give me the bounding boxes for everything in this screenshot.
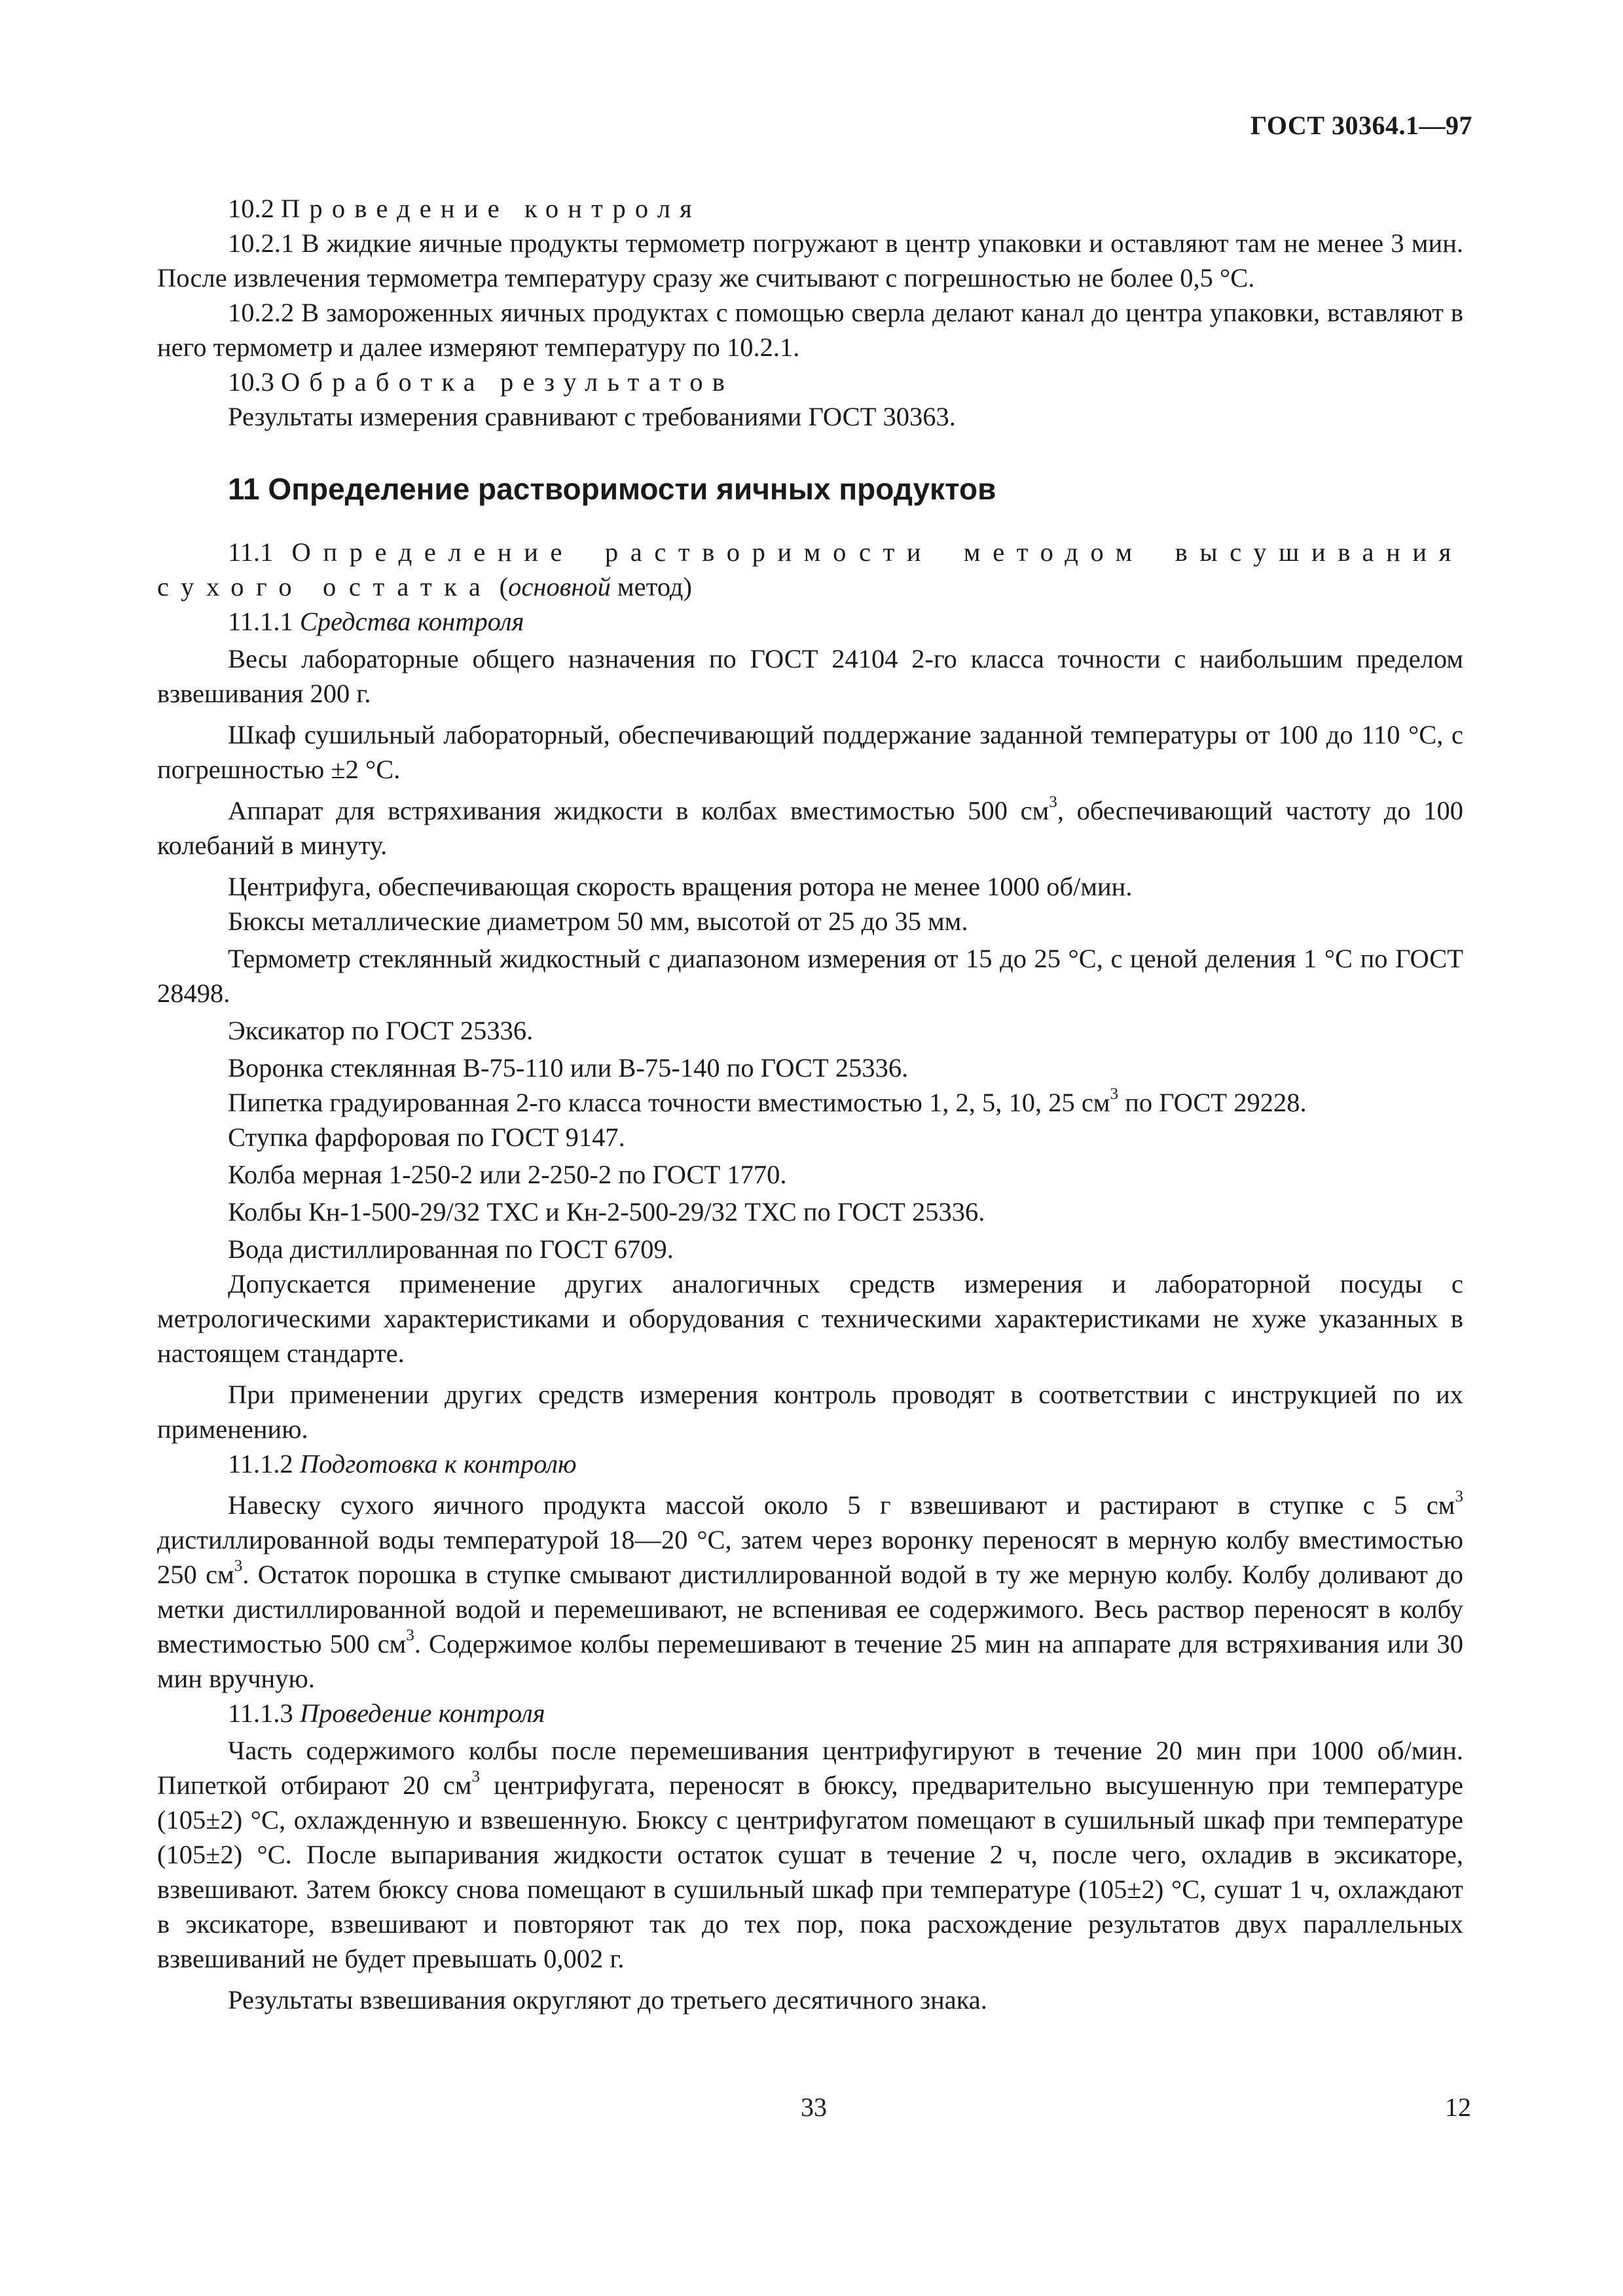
heading-11-1-1 (157, 604, 1463, 639)
heading-11-1-1-number: 11.1.1 (228, 607, 300, 636)
preparation-text-a: Навеску сухого яичного продукта массой около 5 г взвешивают и растирают в ступке с 5 см (228, 1490, 1455, 1520)
page-number: 33 (801, 2092, 827, 2122)
heading-11-1-3-number: 11.1.3 (228, 1698, 300, 1728)
control-text-b: центрифугата, переносят в бюксу, предварительно высушенную при температуре (105±2) °С, охлажденную и взвешенную. Бюксу с центрифугатом помещают в сушильный шкаф при температуре (105±2) °С. После выпаривания жидкости остаток сушат в течение 2 ч, после чего, охладив в эксикаторе, взвешивают. Затем бюксу снова помещают в сушильный шкаф при температуре (105±2) °С, сушат 1 ч, охлаждают в эксикаторе, взвешивают и повторяют так до тех пор, пока расхождение результатов двух параллельных взвешиваний не будет превышать 0,002 г. (157, 1770, 1464, 1973)
equipment-weighing-bottles: Бюксы металлические диаметром 50 мм, высотой от 25 до 35 мм. (228, 906, 968, 936)
preparation-superscript-3: 3 (406, 1626, 414, 1645)
equipment-pipette-superscript: 3 (1110, 1085, 1119, 1103)
equipment-pipette-text-b: по ГОСТ 29228. (1118, 1088, 1307, 1117)
heading-11-1-2-number: 11.1.2 (228, 1449, 300, 1479)
equipment-mortar: Ступка фарфоровая по ГОСТ 9147. (228, 1122, 625, 1152)
paragraph-rounding: Результаты взвешивания округляют до третьего десятичного знака. (228, 1985, 987, 2015)
heading-11-1-title: Определение растворимости методом высушивания сухого остатка (157, 537, 1463, 601)
paragraph-control-procedure (157, 1733, 1463, 1976)
equipment-centrifuge: Центрифуга, обеспечивающая скорость вращения ротора не менее 1000 об/мин. (228, 872, 1133, 901)
preparation-superscript-1: 3 (1455, 1488, 1463, 1506)
equipment-scales: Весы лабораторные общего назначения по ГОСТ 24104 2-го класса точности с наибольшим пределом взвешивания 200 г. (157, 644, 1463, 708)
equipment-funnel: Воронка стеклянная В-75-110 или В-75-140 по ГОСТ 25336. (228, 1053, 909, 1083)
heading-10-2-number: 10.2 (228, 194, 281, 223)
equipment-pipette (157, 1085, 1463, 1120)
equipment-volumetric-flask: Колба мерная 1-250-2 или 2-250-2 по ГОСТ 1770. (228, 1160, 787, 1189)
sheet-number: 12 (1445, 2092, 1471, 2122)
preparation-superscript-2: 3 (234, 1557, 243, 1575)
heading-11-1-note-close: метод) (610, 572, 692, 601)
heading-11-1-1-title: Средства контроля (299, 607, 524, 636)
equipment-shaker-text-a: Аппарат для встряхивания жидкости в колбах вместимостью 500 см (228, 796, 1049, 825)
heading-11-1-2 (157, 1446, 1463, 1481)
heading-10-3-number: 10.3 (228, 367, 281, 397)
heading-11-1-3 (157, 1696, 1463, 1731)
preparation-text-b: дистиллированной воды температурой 18—20 °С, затем через воронку переносят в мерную колбу вместимостью 250 см (157, 1525, 1463, 1589)
document-body (157, 191, 1463, 2017)
paragraph-instructions: При применении других средств измерения контроль проводят в соответствии с инструкцией по их применению. (157, 1380, 1463, 1444)
heading-11-1-2-title: Подготовка к контролю (299, 1449, 577, 1479)
paragraph-10-2-2: 10.2.2 В замороженных яичных продуктах с помощью сверла делают канал до центра упаковки, вставляют в него термометр и далее измеряют температуру по 10.2.1. (157, 298, 1463, 362)
equipment-distilled-water: Вода дистиллированная по ГОСТ 6709. (228, 1234, 674, 1264)
control-superscript: 3 (471, 1768, 481, 1786)
document-code: ГОСТ 30364.1—97 (1250, 111, 1472, 140)
heading-11-1-number: 11.1 (228, 537, 292, 567)
preparation-text-d: . Содержимое колбы перемешивают в течение 25 мин на аппарате для встряхивания или 30 мин вручную. (157, 1629, 1463, 1693)
control-text-a: Часть содержимого колбы после перемешивания центрифугируют в течение 20 мин при 1000 об/мин. Пипеткой отбирают 20 см (157, 1736, 1463, 1800)
equipment-thermometer: Термометр стеклянный жидкостный с диапазоном измерения от 15 до 25 °С, с ценой деления 1 °С по ГОСТ 28498. (157, 944, 1463, 1008)
equipment-drying-cabinet: Шкаф сушильный лабораторный, обеспечивающий поддержание заданной температуры от 100 до 110 °С, с погрешностью ±2 °С. (157, 720, 1463, 784)
equipment-shaker (157, 793, 1463, 863)
heading-11-1-note-emphasis: основной (508, 572, 611, 601)
heading-10-3-title: Обработка результатов (281, 367, 735, 397)
equipment-shaker-superscript: 3 (1049, 793, 1057, 812)
paragraph-preparation (157, 1488, 1463, 1696)
paragraph-allowance: Допускается применение других аналогичных средств измерения и лабораторной посуды с метрологическими характеристиками и оборудования с техническими характеристиками не хуже указанных в настоящем стандарте. (157, 1269, 1463, 1368)
equipment-pipette-text-a: Пипетка градуированная 2-го класса точности вместимостью 1, 2, 5, 10, 25 см (228, 1088, 1110, 1117)
heading-11-1 (157, 535, 1463, 604)
paragraph-10-2-1: 10.2.1 В жидкие яичные продукты термометр погружают в центр упаковки и оставляют там не менее 3 мин. После извлечения термометра температуру сразу же считывают с погрешностью не более 0,5 °С. (157, 228, 1463, 293)
section-11-title: 11 Определение растворимости яичных продуктов (228, 472, 996, 506)
paragraph-10-3: Результаты измерения сравнивают с требованиями ГОСТ 30363. (228, 402, 956, 431)
heading-10-3 (157, 365, 1463, 399)
heading-11-1-3-title: Проведение контроля (299, 1698, 545, 1728)
equipment-desiccator: Эксикатор по ГОСТ 25336. (228, 1016, 534, 1045)
equipment-shaker-text-b: , обеспечивающий частоту до 100 колебаний в минуту. (157, 796, 1463, 860)
heading-10-2 (157, 191, 1463, 226)
heading-10-2-title: Проведение контроля (281, 194, 701, 223)
preparation-text-c: . Остаток порошка в ступке смывают дистиллированной водой в ту же мерную колбу. Колбу доливают до метки дистиллированной водой и перемешивают, не вспенивая ее содержимого. Весь раствор переносят в колбу вместимостью 500 см (157, 1560, 1463, 1659)
heading-11-1-note-open: ( (492, 572, 509, 601)
equipment-flasks: Колбы Кн-1-500-29/32 ТХС и Кн-2-500-29/32 ТХС по ГОСТ 25336. (228, 1197, 985, 1227)
